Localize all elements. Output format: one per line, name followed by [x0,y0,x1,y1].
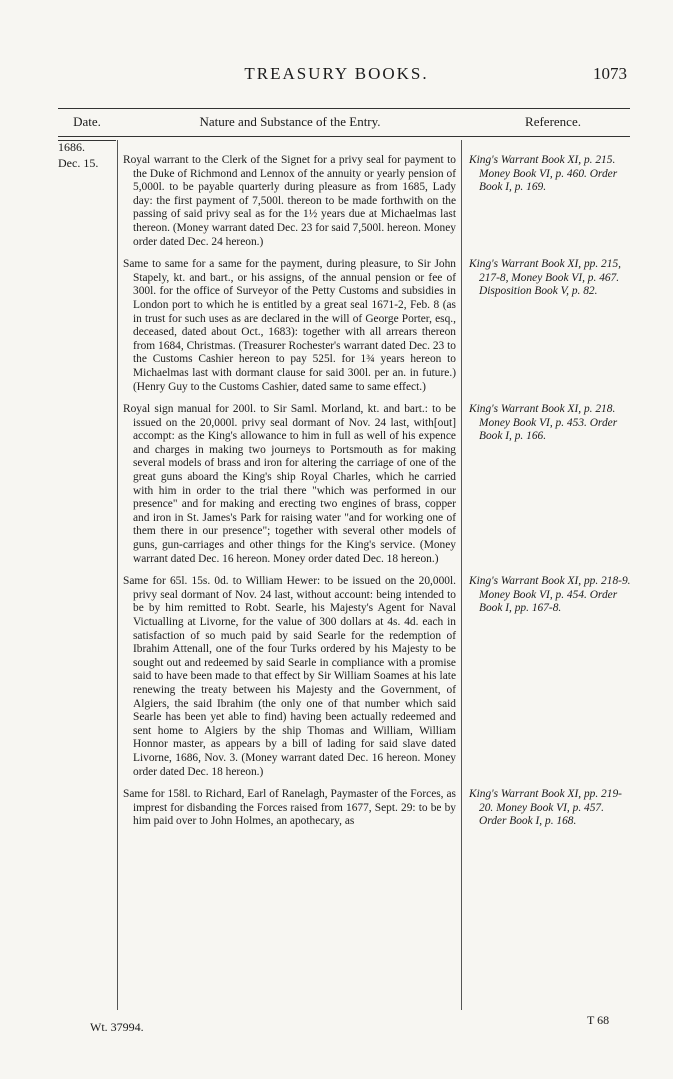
entry [0,788,673,829]
entry-reference: King's Warrant Book XI, pp. 215, 217-8, Money Book VI, p. 467. Disposition Book V, p. 82. [469,258,621,298]
header-rule [58,108,630,109]
entry [0,258,673,394]
entry-reference: King's Warrant Book XI, pp. 219-20. Money Book VI, p. 457. Order Book I, p. 168. [469,788,622,828]
column-headers [0,114,673,134]
entry-reference: King's Warrant Book XI, pp. 218-9. Money Book VI, p. 454. Order Book I, pp. 167-8. [469,575,631,615]
entry-text: Same for 158l. to Richard, Earl of Ranelagh, Paymaster of the Forces, as imprest for disbanding the Forces raised from 1677, Sept. 29: to be by him paid over to John Holmes, an apothecary, as [123,788,456,828]
column-header-date: Date. [73,114,101,129]
column-header-nature: Nature and Substance of the Entry. [199,114,381,129]
entry-text: Royal sign manual for 200l. to Sir Saml. Morland, kt. and bart.: to be issued on the 20,000l. privy seal dormant of Nov. 24 last, with[out] accompt: as the King's allowance to him in full as well of his expence and charges in making two journeys to Portsmouth as for making several models of brass and iron for altering the carriage of one of the great guns aboard the King's ship Royal Charles, which he carried with him in order to the trial there "which was performed in our presence" and for making and erecting two engines of brass, copper and iron in St. James's Park for raising water "and for working one of them there in our presence"; together with several other models of guns, gun-carriages and other things for the King's service. (Money warrant dated Dec. 16 hereon. Money order dated Dec. 18 hereon.) [123,403,456,565]
entry-reference: King's Warrant Book XI, p. 218. Money Book VI, p. 453. Order Book I, p. 166. [469,403,618,443]
column-header-rule [58,136,630,137]
signature-mark: T 68 [587,1013,610,1027]
entry [0,403,673,566]
entry-text: Royal warrant to the Clerk of the Signet for a privy seal for payment to the Duke of Richmond and Lennox of the annuity or yearly pension of 5,000l. to be payable quarterly during pleasure as from 1685, Lady day: the first payment of 7,500l. thereon to be made forthwith on the passing of said privy seal as for the 1½ years due at Michaelmas last thereon. (Money warrant dated Dec. 23 for said 7,500l. hereon. Money order dated Dec. 24 hereon.) [123,154,456,248]
date-day: Dec. 15. [58,156,99,170]
entry-text: Same to same for a same for the payment, during pleasure, to Sir John Stapely, kt. and bart., or his assigns, of the annual pension or fee of 300l. for the office of Surveyor of the Petty Customs and subsidies in London port to which he is entitled by a great seal 1671-2, Feb. 8 (as in trust for such uses as are declared in the will of George Porter, esq., deceased, dated about Oct., 1683): together with all arrears thereon from 1684, Christmas. (Treasurer Rochester's warrant dated Dec. 23 to the Customs Cashier hereon to pay 525l. for 1¾ years hereon to Michaelmas last with dormant clause for said 300l. per an. in future.) (Henry Guy to the Customs Cashier, dated same to same effect.) [123,258,456,393]
entries-list [0,154,673,829]
print-mark: Wt. 37994. [90,1020,144,1034]
entry-text: Same for 65l. 15s. 0d. to William Hewer: to be issued on the 20,000l. privy seal dormant of Nov. 24 last, without account: being intended to be by him remitted to Robt. Searle, his Majesty's Agent for Naval Victualling at Livorne, for the value of 300 dollars at 4s. 4d. each in satisfaction of so much paid by said Searle for the redemption of Ibrahim Attenall, one of the four Turks ordered by his Majesty to be sought out and redeemed by said Searle in compliance with a promise said to have been made to that effect by Sir William Soames at his late renewing the treaty between his Majesty and the Government, of Algiers, the said Ibrahim (the only one of that number which said Searle has been yet able to find) having been actually redeemed and sent home to Algiers by the ship Thomas and William, William Honnor master, as appears by a bill of lading for said slave dated Livorne, 1686, Nov. 3. (Money warrant dated Dec. 16 hereon. Money order dated Dec. 18 hereon.) [123,575,456,778]
entry [0,154,673,249]
entry [0,575,673,779]
running-title: TREASURY BOOKS. [244,64,429,83]
date-year: 1686. [58,140,85,154]
column-header-reference: Reference. [525,114,581,129]
page-header [0,64,673,86]
page-number: 1073 [593,64,627,83]
entry-reference: King's Warrant Book XI, p. 215. Money Book VI, p. 460. Order Book I, p. 169. [469,154,618,194]
